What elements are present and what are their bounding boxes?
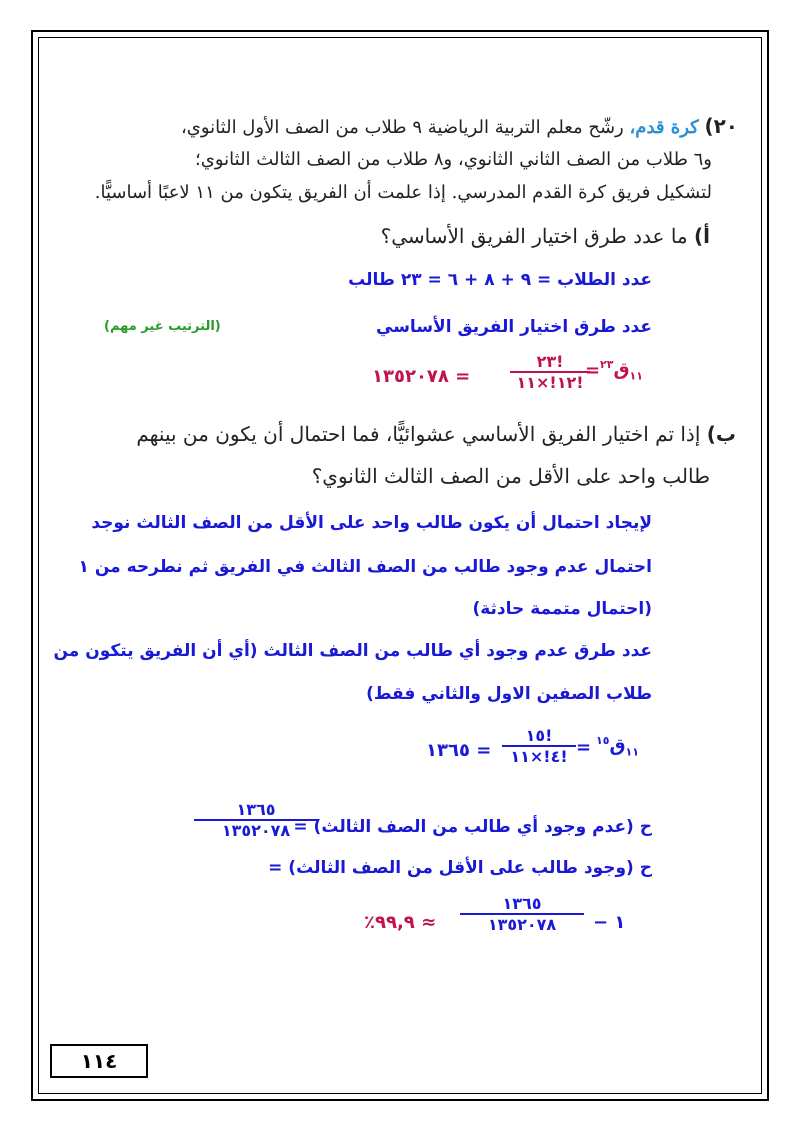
problem-text-1: رشّح معلم التربية الرياضية ٩ طلاب من الصف الأول الثانوي، xyxy=(180,117,624,138)
part-b-question-line-1 xyxy=(136,422,736,446)
final-num: ١٣٦٥ xyxy=(502,894,542,913)
problem-line-1 xyxy=(181,114,738,138)
prob-atleast-label: ح (وجود طالب على الأقل من الصف الثالث) = xyxy=(268,858,652,878)
page-number-box xyxy=(50,1044,148,1078)
comb-a xyxy=(600,358,643,383)
final-result: ≈ ٩٩,٩٪ xyxy=(364,912,437,933)
solution-line-1: لإيجاد احتمال أن يكون طالب واحد على الأقل من الصف الثالث نوجد xyxy=(91,513,652,533)
fraction-b-num: ١٥! xyxy=(525,726,553,745)
problem-line-2: و٦ طلاب من الصف الثاني الثانوي، و٨ طلاب من الصف الثالث الثانوي؛ xyxy=(195,149,712,170)
equals-sign-b: = xyxy=(576,737,592,758)
part-b-question-1: إذا تم اختيار الفريق الأساسي عشوائيًّا، فما احتمال أن يكون من بينهم xyxy=(136,422,701,446)
fraction-a-den: ١٢!×١١! xyxy=(510,371,590,392)
comb-b-sup: ١٥ xyxy=(596,734,610,747)
prob-none-num: ١٣٦٥ xyxy=(236,800,276,819)
final-den: ١٣٥٢٠٧٨ xyxy=(460,913,584,934)
part-b-question-2: طالب واحد على الأقل من الصف الثالث الثانوي؟ xyxy=(311,464,710,488)
fraction-b-den: ٤!×١١! xyxy=(502,745,576,766)
comb-b xyxy=(596,734,639,759)
part-b-label: ب) xyxy=(706,422,736,446)
fraction-a xyxy=(510,352,590,392)
order-note: (الترتيب غير مهم) xyxy=(104,319,221,334)
fraction-a-num: ٢٣! xyxy=(536,352,564,371)
page-number: ١١٤ xyxy=(80,1049,118,1073)
comb-a-sup: ٢٣ xyxy=(600,358,614,371)
prob-none-label: ح (عدم وجود أي طالب من الصف الثالث) = xyxy=(293,817,652,837)
prob-none-den: ١٣٥٢٠٧٨ xyxy=(194,819,318,840)
result-b: = ١٣٦٥ xyxy=(426,740,492,761)
equals-sign-a: = xyxy=(585,360,601,381)
total-students: عدد الطلاب = ٩ + ٨ + ٦ = ٢٣ طالب xyxy=(348,270,652,290)
part-a-question: ما عدد طرق اختيار الفريق الأساسي؟ xyxy=(380,224,688,248)
problem-number: ٢٠) xyxy=(704,114,738,138)
part-a-label: أ) xyxy=(694,224,710,248)
comb-b-sub: ١١ xyxy=(625,745,639,759)
ways-label: عدد طرق اختيار الفريق الأساسي xyxy=(376,317,652,337)
solution-line-3: (احتمال متممة حادثة) xyxy=(472,599,652,619)
solution-line-4: عدد طرق عدم وجود أي طالب من الصف الثالث (أي أن الفريق يتكون من xyxy=(53,641,652,661)
comb-a-sub: ١١ xyxy=(629,369,643,383)
fraction-b xyxy=(502,726,576,766)
comb-b-symbol: ق xyxy=(609,735,626,756)
comb-a-symbol: ق xyxy=(613,359,630,380)
final-one: ١ − xyxy=(593,912,626,933)
solution-line-5: طلاب الصفين الاول والثاني فقط) xyxy=(366,684,652,704)
prob-none-fraction xyxy=(194,800,318,840)
solution-line-2: احتمال عدم وجود طالب من الصف الثالث في الفريق ثم نطرحه من ١ xyxy=(78,557,652,577)
result-a: = ١٣٥٢٠٧٨ xyxy=(372,366,471,387)
final-fraction xyxy=(460,894,584,934)
problem-topic: كرة قدم، xyxy=(629,117,699,138)
part-a-question-line xyxy=(381,224,710,248)
problem-line-3: لتشكيل فريق كرة القدم المدرسي. إذا علمت أن الفريق يتكون من ١١ لاعبًا أساسيًّا. xyxy=(94,182,712,203)
